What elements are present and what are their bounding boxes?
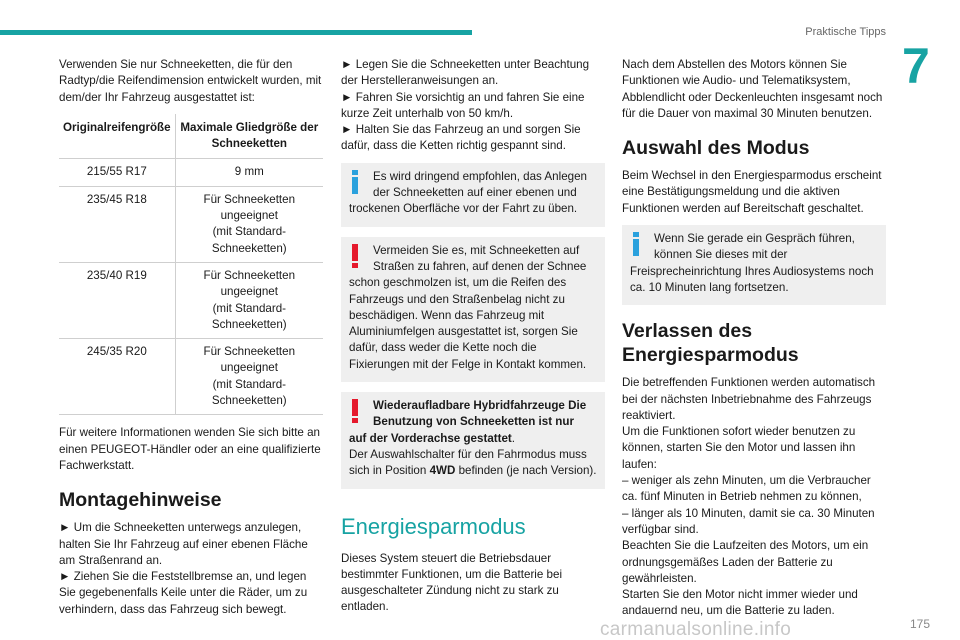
section-title-energy-saving: Energiesparmodus <box>341 513 526 539</box>
hybrid-callout-dot: . <box>511 431 516 445</box>
warning-callout-first: Vermeiden Sie es, mit Schneeketten auf Straßen zu fahren, auf denen der Schnee <box>373 243 587 273</box>
hybrid-callout-end: befinden (je nach Version). <box>458 464 597 478</box>
tire-size-cell: 235/40 R19 <box>59 262 175 338</box>
heading-mode-selection: Auswahl des Modus <box>622 137 810 160</box>
chain-size-cell <box>175 262 323 338</box>
info-callout-rest: Freisprecheinrichtung Ihres Audiosystems noch ca. 10 Minuten lang fortsetzen. <box>630 264 874 294</box>
dash-item-1: – weniger als zehn Minuten, um die Verbraucher ca. fünf Minuten in Betrieb nehmen zu können, <box>622 474 871 504</box>
energy-saving-text: Dieses System steuert die Betriebsdauer bestimmter Funktionen, um die Batterie bei ausgeschalteter Zündung nicht zu stark zu entladen. <box>341 551 563 614</box>
table-row <box>59 262 323 338</box>
table-header-row <box>59 114 323 159</box>
warning-icon <box>350 399 360 423</box>
chain-size-cell <box>175 159 323 186</box>
column-1 <box>59 57 323 626</box>
heading-mounting: Montagehinweise <box>59 489 222 512</box>
warning-callout-rest: schon geschmolzen ist, um die Reifen des Fahrzeugs und den Straßenbelag nicht zu beschädigen. Wenn das Fahrzeug mit Aluminiumfelgen ausgestattet ist, sorgen Sie dafür, dass weder die Kette noch die Fixierungen mit der Felge in Kontakt kommen. <box>349 276 587 371</box>
snow-chain-table <box>59 114 323 415</box>
page-number: 175 <box>909 616 930 631</box>
heading-leaving-mode: Verlassen des Energiesparmodus <box>622 320 799 367</box>
hybrid-callout-bold: auf der Vorderachse gestattet <box>349 431 512 445</box>
mounting-step-1: ► Um die Schneeketten unterwegs anzulegen, halten Sie Ihr Fahrzeug auf einer ebenen Fläche am Straßenrand an. <box>59 521 308 567</box>
tire-intro: Verwenden Sie nur Schneeketten, die für den Radtyp/die Reifendimension entwickelt wurden, mit dem/der Ihr Fahrzeug ausgestattet ist: <box>59 58 322 104</box>
info-icon <box>350 170 360 194</box>
hybrid-callout-first: Wiederaufladbare Hybridfahrzeuge Die Benutzung von Schneeketten ist nur <box>373 399 587 429</box>
hybrid-callout-4wd: 4WD <box>429 464 456 478</box>
table-row <box>59 339 323 415</box>
tire-size-cell: 215/55 R17 <box>59 159 175 186</box>
info-callout-first: Es wird dringend empfohlen, das Anlegen der Schneeketten auf einer ebenen und <box>373 169 587 200</box>
chain-size-note: (mit Standard-Schneeketten) <box>211 225 287 255</box>
dash-item-2: – länger als 10 Minuten, damit sie ca. 30 Minuten verfügbar sind. <box>622 506 875 536</box>
chain-size-cell <box>175 186 323 262</box>
info-callout-phone <box>622 225 886 305</box>
chain-size-cell <box>175 339 323 415</box>
mounting-step-3: ► Legen Sie die Schneeketten unter Beachtung der Herstelleranweisungen an. <box>341 58 590 88</box>
chapter-number: 7 <box>902 38 930 94</box>
header-title: Praktische Tipps <box>805 26 886 38</box>
table-row <box>59 159 323 186</box>
battery-charge-text: Beachten Sie die Laufzeiten des Motors, um ein ordnungsgemäßes Laden der Batterie zu gewährleisten. <box>622 539 869 585</box>
mounting-step-2: ► Ziehen Sie die Feststellbremse an, und legen Sie gegebenenfalls Keile unter die Räder, um zu verhindern, dass das Fahrzeug sich bewegt. <box>59 570 308 616</box>
warning-icon <box>350 244 360 268</box>
table-row <box>59 186 323 262</box>
restart-text: Um die Funktionen sofort wieder benutzen zu können, starten Sie den Motor und lassen ihn laufen: <box>622 425 856 471</box>
warning-callout-melted-snow <box>341 237 605 382</box>
info-callout-first: Wenn Sie gerade ein Gespräch führen, können Sie dieses mit der <box>654 232 855 262</box>
chain-size-line: 9 mm <box>234 165 264 179</box>
info-icon <box>631 232 641 256</box>
chain-size-note: (mit Standard-Schneeketten) <box>211 377 287 408</box>
column-3 <box>622 57 886 620</box>
leaving-mode-text: Die betreffenden Funktionen werden automatisch bei der nächsten Inbetriebnahme des Fahrzeugs reaktiviert. <box>622 376 876 422</box>
table-header-tire-size: Originalreifengröße <box>59 114 175 159</box>
hybrid-callout-text: Der Auswahlschalter für den Fahrmodus muss sich in Position <box>349 447 587 478</box>
column-2 <box>341 57 605 624</box>
chain-size-line: Für Schneeketten ungeeignet <box>203 192 296 223</box>
chain-size-note: (mit Standard-Schneeketten) <box>211 301 287 331</box>
chain-size-line: Für Schneeketten ungeeignet <box>203 268 296 299</box>
watermark: carmanualsonline.info <box>600 618 792 640</box>
restart-warning-text: Starten Sie den Motor nicht immer wieder und andauernd neu, um die Batterie zu laden. <box>622 588 858 618</box>
warning-callout-hybrid <box>341 392 605 488</box>
dealer-info-text: Für weitere Informationen wenden Sie sich bitte an einen PEUGEOT-Händler oder an eine qualifizierte Fachwerkstatt. <box>59 426 321 472</box>
table-header-chain-size: Maximale Gliedgröße der Schneeketten <box>175 114 323 159</box>
chain-size-line: Für Schneeketten ungeeignet <box>203 345 296 375</box>
header-accent-bar <box>0 30 472 35</box>
mounting-step-5: ► Halten Sie das Fahrzeug an und sorgen Sie dafür, dass die Ketten richtig gespannt sind. <box>341 123 581 153</box>
info-callout-practice <box>341 163 605 227</box>
mounting-step-4: ► Fahren Sie vorsichtig an und fahren Sie eine kurze Zeit unterhalb von 50 km/h. <box>341 90 585 120</box>
after-engine-off-text: Nach dem Abstellen des Motors können Sie Funktionen wie Audio- und Telematiksystem, Abblendlicht oder Deckenleuchten insgesamt noch für die Dauer von maximal 30 Minuten benutzen. <box>622 58 883 120</box>
tire-size-cell: 245/35 R20 <box>59 339 175 415</box>
tire-size-cell: 235/45 R18 <box>59 186 175 262</box>
mode-selection-text: Beim Wechsel in den Energiesparmodus erscheint eine Bestätigungsmeldung und die aktiven Funktionen werden auf Bereitschaft geschaltet. <box>622 169 882 215</box>
info-callout-rest: trockenen Oberfläche vor der Fahrt zu üben. <box>349 202 578 216</box>
